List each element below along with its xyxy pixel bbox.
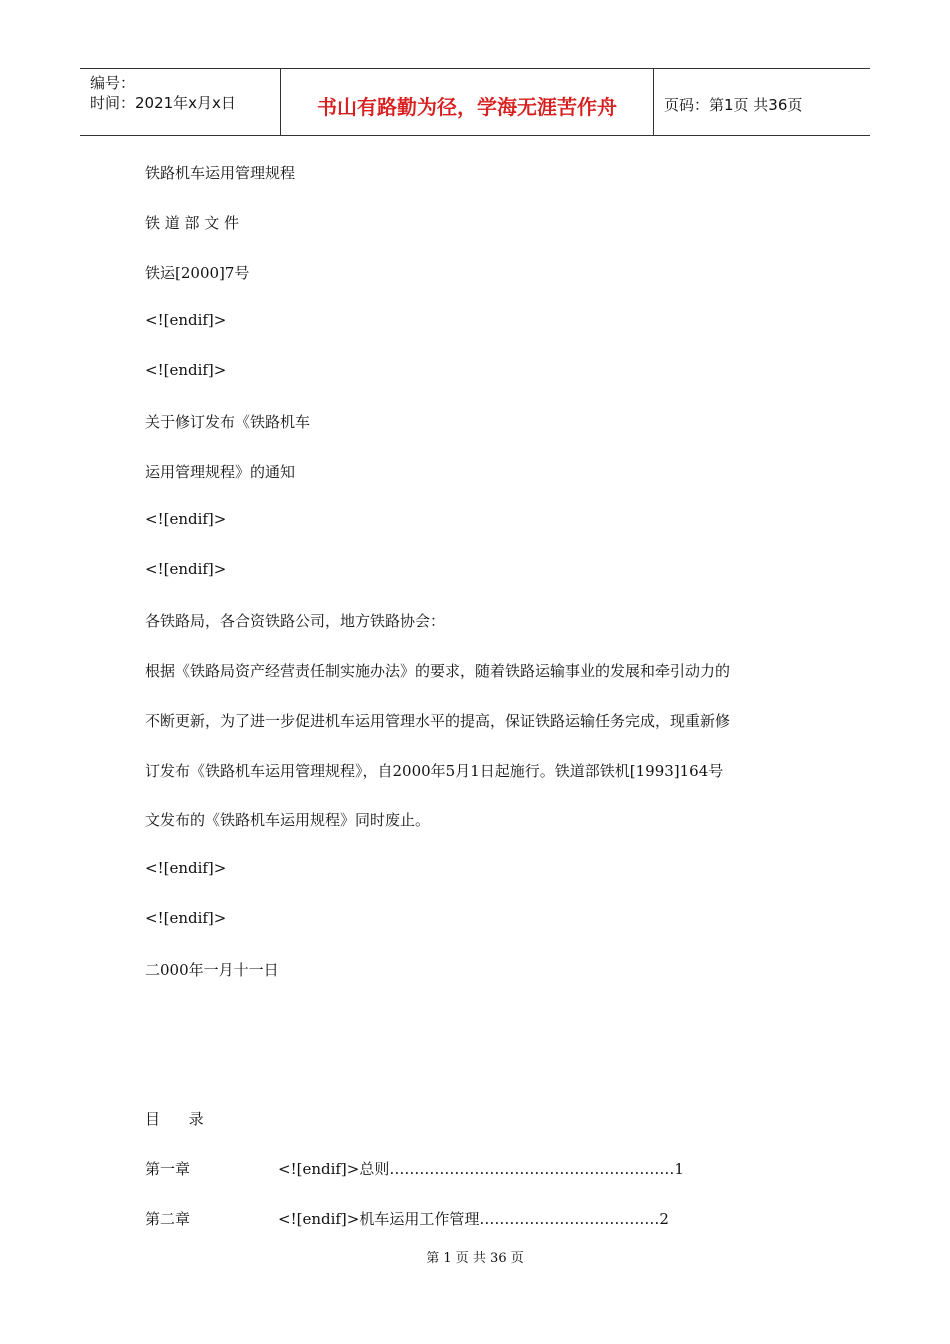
toc-chapter: 第一章 [145, 1160, 191, 1178]
paragraph-line: 订发布《铁路机车运用管理规程》，自2000年5月1日起施行。铁道部铁机[1993]164号 [145, 762, 724, 780]
issuer-line: 铁 道 部 文 件 [145, 214, 240, 232]
addressee-line: 各铁路局，各合资铁路公司，地方铁路协会： [145, 612, 446, 630]
toc-entry [145, 1158, 684, 1179]
toc-entry [145, 1208, 669, 1229]
toc-entry-text: <![endif]>总则…………………………………………………1 [278, 1160, 684, 1178]
toc-title: 目 录 [145, 1110, 204, 1128]
header-page-number: 页码：第1页 共36页 [664, 95, 803, 114]
notice-title-line: 关于修订发布《铁路机车 [145, 413, 311, 431]
toc-entry-text: <![endif]>机车运用工作管理………………………………2 [278, 1210, 669, 1228]
text-line: <![endif]> [145, 909, 227, 927]
text-line: <![endif]> [145, 510, 227, 528]
text-line: <![endif]> [145, 361, 227, 379]
text-line: <![endif]> [145, 560, 227, 578]
document-date-label: 时间：2021年x月x日 [90, 94, 236, 112]
page-footer: 第 1 页 共 36 页 [426, 1251, 524, 1266]
toc-chapter: 第二章 [145, 1210, 191, 1228]
text-line: <![endif]> [145, 859, 227, 877]
paragraph-line: 根据《铁路局资产经营责任制实施办法》的要求，随着铁路运输事业的发展和牵引动力的 [145, 662, 731, 680]
notice-title-line: 运用管理规程》的通知 [145, 463, 296, 481]
document-number-label: 编号： [90, 74, 136, 92]
header-meta-cell [80, 69, 281, 135]
date-line: 二000年一月十一日 [145, 961, 279, 979]
paragraph-line: 不断更新，为了进一步促进机车运用管理水平的提高，保证铁路运输任务完成，现重新修 [145, 712, 731, 730]
header-motto: 书山有路勤为径，学海无涯苦作舟 [281, 69, 654, 135]
text-line: <![endif]> [145, 311, 227, 329]
document-title: 铁路机车运用管理规程 [145, 164, 296, 182]
document-header [80, 68, 870, 136]
paragraph-line: 文发布的《铁路机车运用规程》同时废止。 [145, 811, 431, 829]
document-code: 铁运[2000]7号 [145, 264, 250, 282]
